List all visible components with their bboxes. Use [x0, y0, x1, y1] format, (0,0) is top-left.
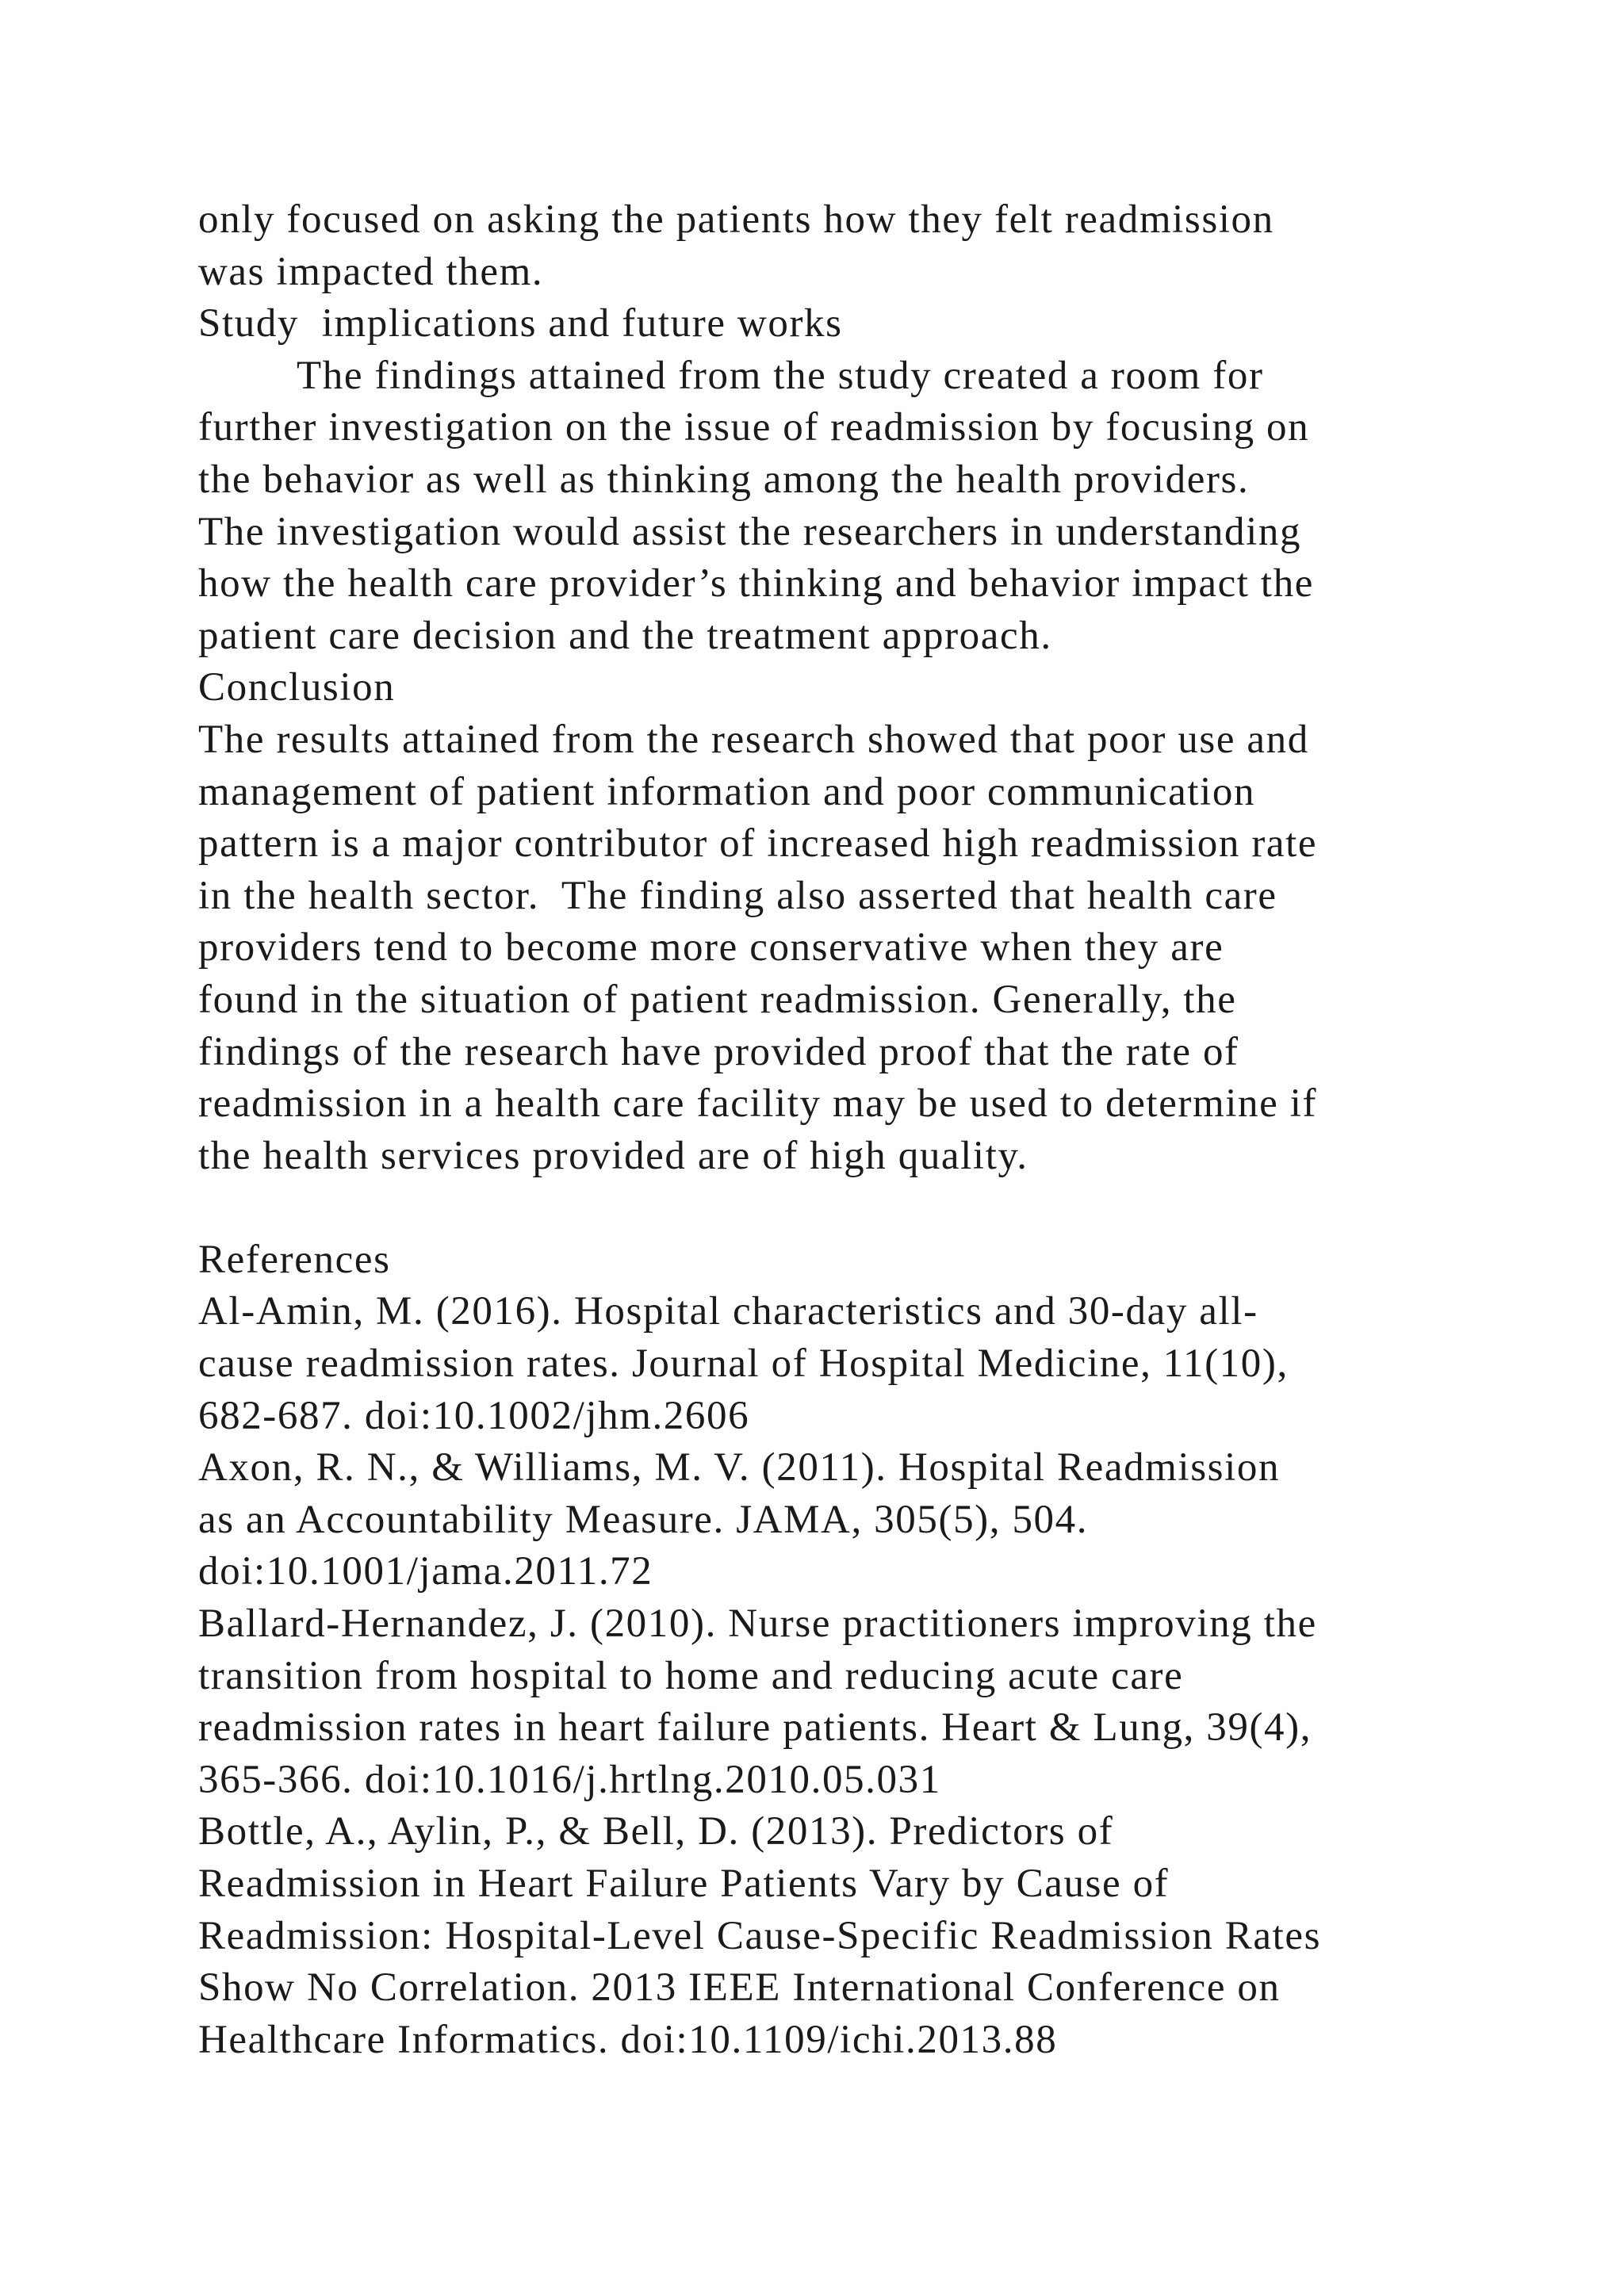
text-line: The investigation would assist the researchers in understanding: [198, 509, 1302, 554]
reference-line: as an Accountability Measure. JAMA, 305(5), 504.: [198, 1497, 1089, 1542]
reference-entry: [198, 1286, 1562, 1442]
reference-line: Readmission: Hospital-Level Cause-Specific Readmission Rates: [198, 1913, 1322, 1958]
reference-line: cause readmission rates. Journal of Hospital Medicine, 11(10),: [198, 1341, 1289, 1387]
blank-line: [198, 1182, 1562, 1234]
paragraph-intro: [198, 194, 1562, 298]
text-line: The results attained from the research showed that poor use and: [198, 717, 1309, 762]
text-line: pattern is a major contributor of increased high readmission rate: [198, 821, 1318, 867]
text-line: only focused on asking the patients how they felt readmission: [198, 197, 1274, 242]
document-body: [198, 194, 1562, 2066]
reference-line: Healthcare Informatics. doi:10.1109/ichi.2013.88: [198, 2017, 1058, 2062]
section-heading-implications: Study implications and future works: [198, 301, 843, 346]
text-line: the behavior as well as thinking among the health providers.: [198, 457, 1250, 502]
reference-line: Bottle, A., Aylin, P., & Bell, D. (2013). Predictors of: [198, 1809, 1114, 1854]
reference-line: 365-366. doi:10.1016/j.hrtlng.2010.05.031: [198, 1757, 941, 1802]
text-line: how the health care provider’s thinking and behavior impact the: [198, 561, 1315, 607]
paragraph-implications: [198, 350, 1562, 663]
text-line: the health services provided are of high quality.: [198, 1133, 1028, 1178]
section-heading-references: References: [198, 1237, 391, 1282]
reference-line: transition from hospital to home and reducing acute care: [198, 1653, 1184, 1698]
text-line: readmission in a health care facility may be used to determine if: [198, 1081, 1318, 1127]
text-line: was impacted them.: [198, 249, 544, 294]
reference-line: Show No Correlation. 2013 IEEE International Conference on: [198, 1965, 1281, 2011]
text-line: findings of the research have provided proof that the rate of: [198, 1029, 1239, 1074]
reference-line: Axon, R. N., & Williams, M. V. (2011). Hospital Readmission: [198, 1445, 1281, 1490]
paragraph-conclusion: [198, 714, 1562, 1182]
reference-line: Al-Amin, M. (2016). Hospital characteristics and 30-day all-: [198, 1289, 1258, 1334]
text-line: patient care decision and the treatment approach.: [198, 613, 1052, 658]
text-line: management of patient information and poor communication: [198, 769, 1256, 814]
text-line: The findings attained from the study created a room for: [297, 353, 1264, 398]
text-line: found in the situation of patient readmission. Generally, the: [198, 977, 1237, 1022]
text-line: further investigation on the issue of readmission by focusing on: [198, 405, 1310, 450]
reference-entry: [198, 1598, 1562, 1806]
reference-entry: [198, 1806, 1562, 2066]
reference-line: doi:10.1001/jama.2011.72: [198, 1549, 653, 1594]
reference-line: Ballard-Hernandez, J. (2010). Nurse practitioners improving the: [198, 1601, 1317, 1647]
reference-list: [198, 1286, 1562, 2066]
text-line: providers tend to become more conservative when they are: [198, 925, 1224, 970]
reference-entry: [198, 1442, 1562, 1598]
text-line: in the health sector. The finding also asserted that health care: [198, 873, 1277, 918]
section-heading-conclusion: Conclusion: [198, 665, 396, 710]
reference-line: Readmission in Heart Failure Patients Vary by Cause of: [198, 1862, 1170, 1906]
reference-line: readmission rates in heart failure patients. Heart & Lung, 39(4),: [198, 1705, 1312, 1751]
reference-line: 682-687. doi:10.1002/jhm.2606: [198, 1393, 750, 1438]
